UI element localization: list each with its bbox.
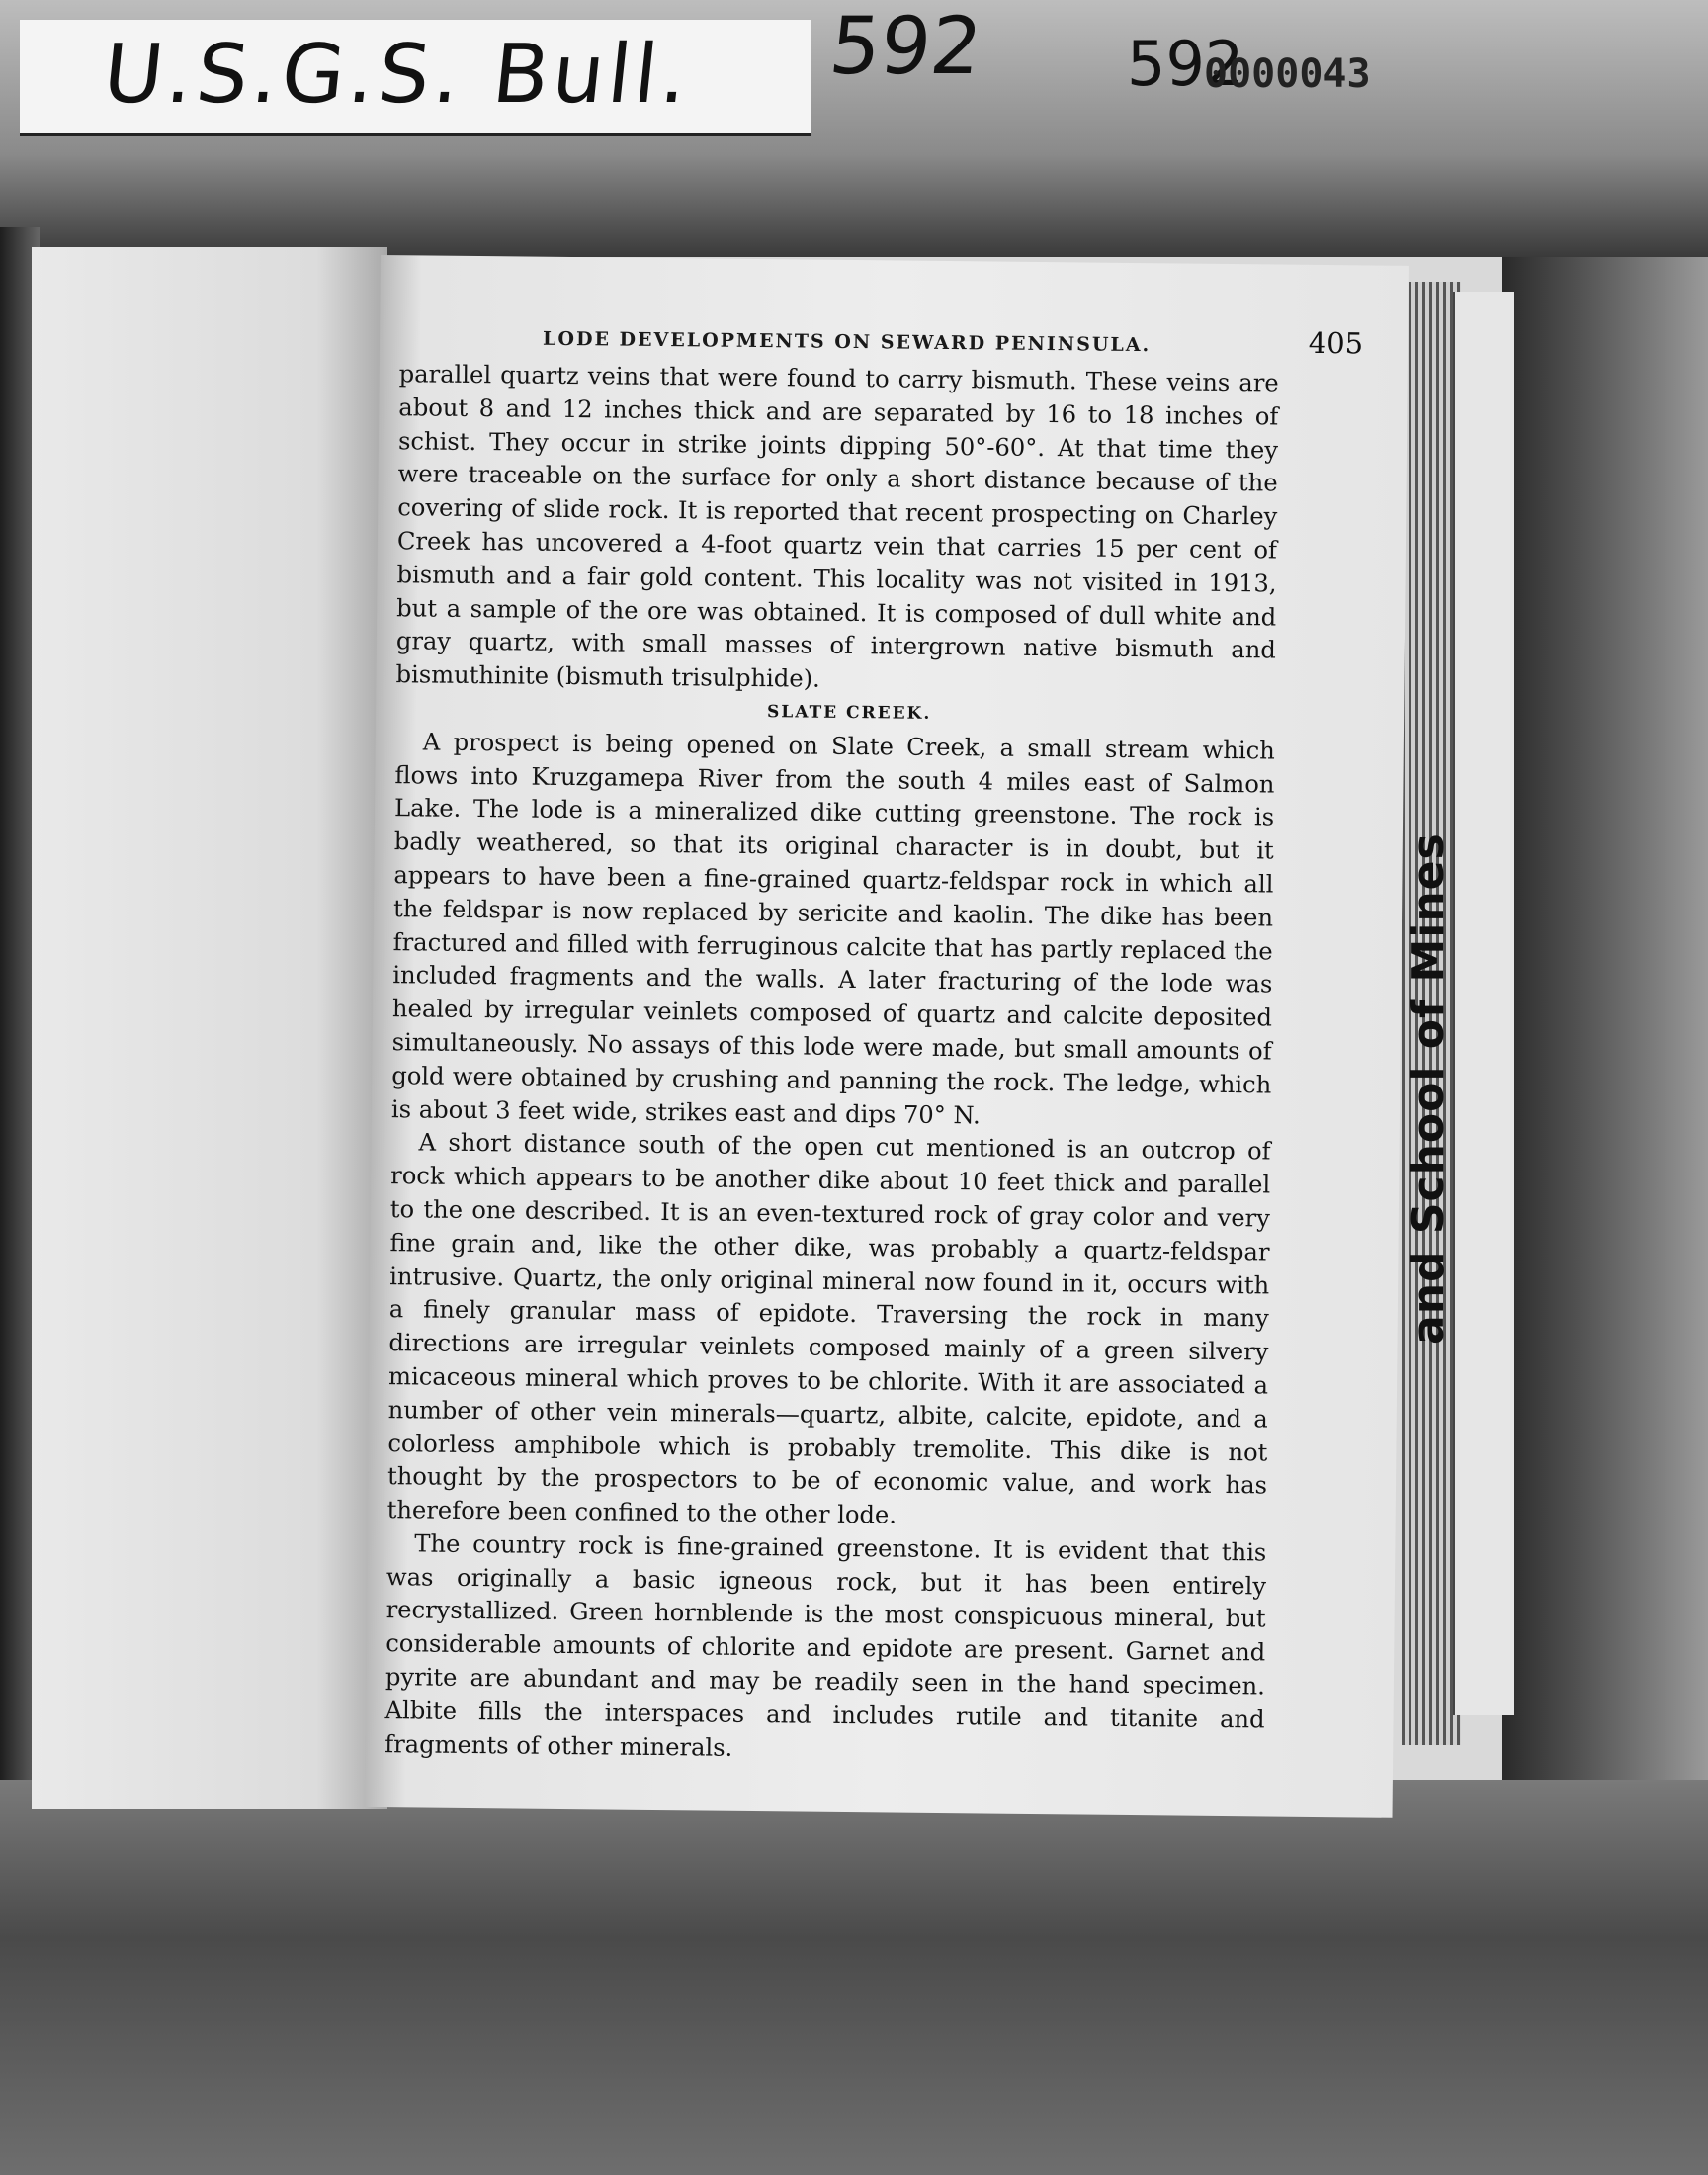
- book-page: [365, 255, 1409, 1818]
- page-number: 405: [1308, 325, 1364, 361]
- handwritten-number-right: 592: [1127, 28, 1244, 100]
- section-heading: SLATE CREEK.: [766, 702, 932, 724]
- handwritten-title: U.S.G.S. Bull.: [99, 28, 696, 122]
- scan-background-bottom: [0, 1780, 1708, 2175]
- paragraph-4: The country rock is fine-grained greenstone. It is evident that this was originally a basic igneous rock, but it has been entirely recrystallized. Green hornblende is the most conspicuous mineral, but considerable amounts of chlorite and epidote are present. Garnet and pyrite are abundant and may be readily seen in the hand specimen. Albite fills the interspaces and includes rutile and titanite and fragments of other minerals.: [384, 1529, 1267, 1762]
- page-header: [543, 318, 1373, 367]
- paragraph-1: parallel quartz veins that were found to carry bismuth. These veins are about 8 and 12 inches thick and are separated by 16 to 18 inches of schist. They occur in strike joints dipping 50°-60°. At that time they were traceable on the surface for only a short distance because of the covering of slide rock. It is reported that recent prospecting on Charley Creek has uncovered a 4-foot quartz vein that carries 15 per cent of bismuth and a fair gold content. This locality was not visited in 1913, but a sample of the ore was obtained. It is composed of dull white and gray quartz, with small masses of intergrown native bismuth and bismuthinite (bismuth trisulphide).: [395, 360, 1279, 693]
- paragraph-3: A short distance south of the open cut mentioned is an outcrop of rock which appears to be another dike about 10 feet thick and parallel to the one described. It is an even-textured rock of gray color and very fine grain and, like the other dike, was probably a quartz-feldspar intrusive. Quartz, the only original mineral now found in it, occurs with a finely granular mass of epidote. Traversing the rock in many directions are irregular veinlets composed mainly of a green silvery micaceous mineral which proves to be chlorite. With it are associated a number of other vein minerals—quartz, albite, calcite, epidote, and a colorless amphibole which is probably tremolite. This dike is not thought by the prospectors to be of economic value, and work has therefore been confined to the other lode.: [386, 1128, 1271, 1529]
- page-body: [384, 358, 1279, 1771]
- paragraph-2: A prospect is being opened on Slate Creek, a small stream which flows into Kruzgamepa River from the south 4 miles east of Salmon Lake. The lode is a mineralized dike cutting greenstone. The rock is badly weathered, so that its original character is in doubt, but it appears to have been a fine-grained quartz-feldspar rock in which all the feldspar is now replaced by sericite and kaolin. The dike has been fractured and filled with ferruginous calcite that has partly replaced the included fragments and the walls. A later fracturing of the lode was healed by irregular veinlets composed of quartz and calcite deposited simultaneously. No assays of this lode were made, but small amounts of gold were obtained by crushing and panning the rock. The ledge, which is about 3 feet wide, strikes east and dips 70° N.: [390, 728, 1275, 1129]
- scan-background-right: [1502, 257, 1708, 1839]
- handwritten-number-top: 592: [825, 0, 986, 92]
- left-page-edge: [32, 247, 387, 1809]
- archive-stamp: 0000043: [1204, 51, 1371, 97]
- running-head: LODE DEVELOPMENTS ON SEWARD PENINSULA.: [543, 327, 1152, 357]
- spine-label: and School of Mines: [1404, 832, 1454, 1345]
